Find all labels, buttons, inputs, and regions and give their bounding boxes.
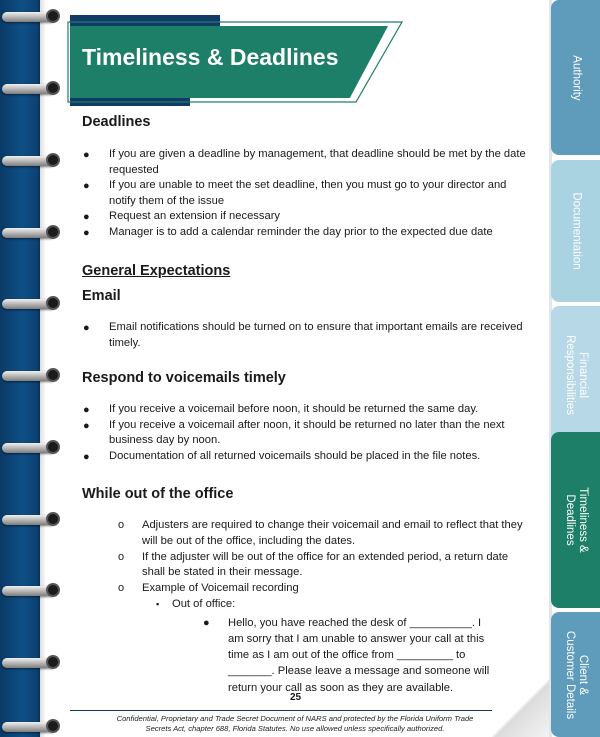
voicemail-script-list [202,615,492,696]
list-item: ● Hello, you have reached the desk of __________. I am sorry that I am unable to answer your call at this time as I am out of the office from _________ to _______. Please leave a message and someone will return your call as soon as they are available. [203,616,490,694]
list-item: o Adjusters are required to change their voicemail and email to reflect that they will be out of the office, including the dates. [118,519,523,547]
tab-label: Client & Customer Details [563,630,589,719]
general-expectations-heading: General Expectations [82,263,231,279]
tab-label: Authority [570,54,582,101]
binder-ring [2,78,66,100]
list-item: ● If you are given a deadline by management, that deadline should be met by the date requested [83,148,526,176]
list-item: ● If you receive a voicemail before noon, it should be returned the same day. [83,403,479,416]
footer-disclaimer [75,714,515,734]
binder-ring [2,150,66,172]
binder-ring [2,509,66,531]
out-of-office-sublist [156,597,530,613]
list-item: o If the adjuster will be out of the office for an extended period, a return date shall be stated in their message. [118,550,509,579]
tab-authority[interactable] [551,0,600,155]
binder-ring [2,6,66,28]
tab-label: Timeliness & Deadlines [563,487,589,553]
binder-ring [2,716,66,737]
list-item: ● If you receive a voicemail after noon, it should be returned no later than the next business day by noon. [83,418,505,446]
out-of-office-list [118,518,530,597]
list-item: ● Manager is to add a calendar reminder the day prior to the expected due date [83,225,493,239]
footer-divider [70,710,500,711]
binder-ring [2,293,66,315]
out-of-office-heading: While out of the office [82,486,234,502]
list-item: ▪ Out of office: [156,597,236,610]
page-curl [492,678,552,737]
page-title: Timeliness & Deadlines [82,44,339,70]
tab-label: Financial Responsibilities [563,335,589,415]
list-item: ● Documentation of all returned voicemails should be placed in the file notes. [83,449,481,463]
list-item: o Example of Voicemail recording [118,582,299,595]
page-number: 25 [290,692,302,703]
binder-ring [2,580,66,602]
binder-ring [2,365,66,387]
voicemail-list [82,402,530,464]
deadlines-list [82,147,530,240]
tab-label: Documentation [570,192,582,270]
tab-timeliness-deadlines[interactable] [551,432,600,608]
footer-line-2: Secrets Act, chapter 688, Florida Statutes. No use allowed unless specifically authorized. [145,724,445,733]
binder-ring [2,222,66,244]
deadlines-heading: Deadlines [82,114,151,130]
page-content [82,108,530,696]
list-item: ● Request an extension if necessary [83,210,281,223]
tab-financial-responsibilities[interactable] [551,306,600,444]
list-item: ● Email notifications should be turned on to ensure that important emails are received timely. [83,321,523,349]
footer-line-1: Confidential, Proprietary and Trade Secret Document of NARS and protected by the Florida Uniform Trade [116,714,474,723]
tab-documentation[interactable] [551,160,600,302]
email-list [82,320,530,351]
email-heading: Email [82,288,121,304]
list-item: ● If you are unable to meet the set deadline, then you must go to your director and notify them of the issue [83,179,507,207]
tab-client-customer-details[interactable] [551,612,600,737]
binder-ring [2,652,66,674]
voicemail-heading: Respond to voicemails timely [82,370,286,386]
binder-ring [2,437,66,459]
